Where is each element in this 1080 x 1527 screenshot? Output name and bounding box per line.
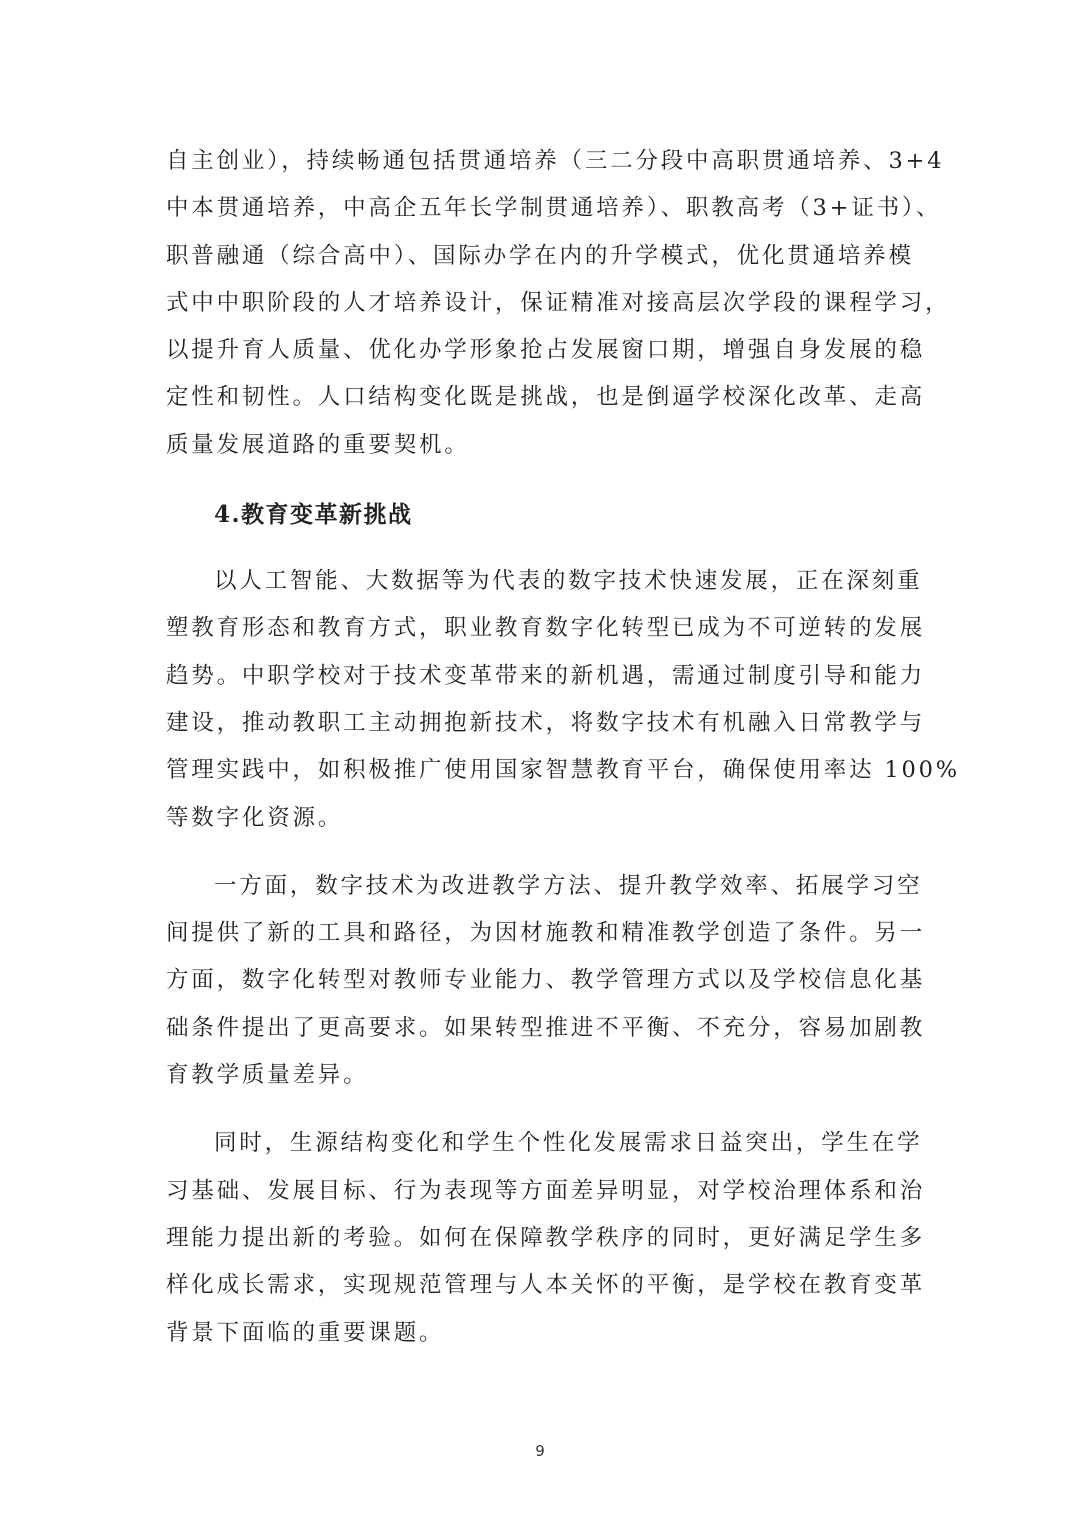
text-line: 等数字化资源。	[166, 804, 344, 831]
text-line: 定性和韧性。人口结构变化既是挑战，也是倒逼学校深化改革、走高	[166, 384, 926, 411]
text-line: 础条件提出了更高要求。如果转型推进不平衡、不充分，容易加剧教	[166, 1014, 926, 1041]
text-line: 建设，推动教职工主动拥抱新技术，将数字技术有机融入日常教学与	[166, 709, 926, 736]
text-line: 背景下面临的重要课题。	[166, 1319, 445, 1346]
section-heading: 4.教育变革新挑战	[214, 501, 413, 529]
paragraph-opportunities-challenges	[166, 863, 926, 1099]
text-line: 间提供了新的工具和路径，为因材施教和精准教学创造了条件。另一	[166, 920, 926, 947]
text-line: 一方面，数字技术为改进教学方法、提升教学效率、拓展学习空	[214, 872, 923, 899]
section-heading-block	[166, 491, 920, 538]
text-line: 自主创业），持续畅通包括贯通培养（三二分段中高职贯通培养、3+4	[166, 148, 945, 174]
paragraph-governance	[166, 1120, 926, 1356]
text-line: 样化成长需求，实现规范管理与人本关怀的平衡，是学校在教育变革	[166, 1272, 926, 1299]
text-line: 管理实践中，如积极推广使用国家智慧教育平台，确保使用率达 100%	[166, 757, 960, 784]
text-line: 理能力提出新的考验。如何在保障教学秩序的同时，更好满足学生多	[166, 1224, 926, 1251]
text-line: 质量发展道路的重要契机。	[166, 431, 470, 458]
text-line: 趋势。中职学校对于技术变革带来的新机遇，需通过制度引导和能力	[166, 662, 926, 689]
paragraph-digital-transformation	[166, 558, 960, 842]
text-line: 育教学质量差异。	[166, 1062, 369, 1089]
text-line: 以提升育人质量、优化办学形象抢占发展窗口期，增强自身发展的稳	[166, 337, 926, 364]
text-line: 塑教育形态和教育方式，职业教育数字化转型已成为不可逆转的发展	[166, 615, 926, 642]
text-line: 方面，数字化转型对教师专业能力、教学管理方式以及学校信息化基	[166, 967, 926, 994]
text-line: 中本贯通培养，中高企五年长学制贯通培养）、职教高考（3+证书）、	[166, 195, 942, 222]
text-line: 以人工智能、大数据等为代表的数字技术快速发展，正在深刻重	[214, 568, 923, 595]
text-line: 同时，生源结构变化和学生个性化发展需求日益突出，学生在学	[214, 1130, 923, 1157]
page-content	[166, 138, 960, 1378]
paragraph-continued	[166, 138, 951, 469]
text-line: 式中中职阶段的人才培养设计，保证精准对接高层次学段的课程学习，	[166, 289, 951, 316]
text-line: 职普融通（综合高中）、国际办学在内的升学模式，优化贯通培养模	[166, 242, 914, 269]
text-line: 习基础、发展目标、行为表现等方面差异明显，对学校治理体系和治	[166, 1177, 926, 1204]
page-number: 9	[535, 1442, 545, 1460]
